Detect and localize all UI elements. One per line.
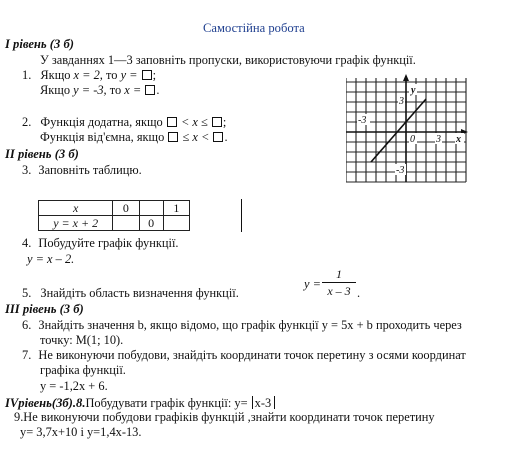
y-axis-arrow-icon [403, 74, 409, 81]
function-line [371, 99, 426, 162]
graph-label-3-top: 3 [399, 96, 404, 107]
absolute-value-bar-right [274, 396, 275, 409]
graph-label-minus-3-bottom: -3 [396, 165, 405, 176]
answer-box[interactable] [145, 85, 155, 95]
fraction-bar [322, 282, 356, 283]
question-6-line-1: 6. Знайдіть значення b, якщо відомо, що графік функції y = 5x + b проходить через [22, 318, 462, 332]
table-cell: 0 [139, 216, 163, 231]
page-title: Самостійна робота [203, 21, 305, 35]
graph-label-0: 0 [410, 134, 415, 145]
table-cell: 1 [163, 201, 189, 216]
question-7-line-1: 7. Не виконуючи побудови, знайдіть координати точок перетину з осями координат [22, 348, 466, 362]
answer-box[interactable] [212, 117, 222, 127]
graph-label-y: y [411, 85, 416, 96]
answer-box[interactable] [142, 70, 152, 80]
answer-box[interactable] [213, 132, 223, 142]
value-table [38, 200, 190, 231]
question-7-line-2: графіка функції. [40, 363, 126, 377]
question-5-dot: . [357, 286, 361, 300]
fraction-denominator: x – 3 [327, 284, 351, 298]
table-row [39, 216, 190, 231]
question-4: 4. Побудуйте графік функції. [22, 236, 179, 250]
question-1-line-2: Якщо y = -3, то x = . [40, 83, 160, 97]
question-2-line-1: 2. Функція додатна, якщо < x ≤ ; [22, 115, 227, 129]
table-cell[interactable] [163, 216, 189, 231]
absolute-value-bar-left [252, 396, 253, 409]
question-7-formula: y = -1,2x + 6. [40, 379, 108, 393]
level-2-heading: II рівень (3 б) [5, 147, 79, 161]
table-cell: 0 [113, 201, 139, 216]
question-2-line-2: Функція від'ємна, якщо ≤ x < . [40, 130, 228, 144]
graph-label-3-right: 3 [436, 134, 441, 145]
question-9-line-1: 9.Не виконуючи побудови графіків функцій ,знайти координати точок перетину [14, 410, 435, 424]
question-4-formula: y = x – 2. [27, 252, 75, 266]
table-row [39, 201, 190, 216]
question-5-fraction [322, 268, 356, 297]
table-header-x: x [39, 201, 113, 216]
question-3: 3. Заповніть таблицю. [22, 163, 142, 177]
level-1-heading: I рівень (3 б) [5, 37, 74, 51]
question-5-lhs: y = [304, 277, 321, 291]
graph-label-minus-3-left: -3 [358, 115, 367, 126]
fraction-numerator: 1 [336, 267, 342, 281]
question-8: IVрівень(3б).8.Побудувати графік функції: y= x-3 [5, 396, 275, 410]
level-4-heading: IVрівень(3б).8. [5, 396, 86, 410]
question-9-line-2: y= 3,7x+10 і y=1,4x-13. [20, 425, 142, 439]
table-header-y: y = x + 2 [39, 216, 113, 231]
level-3-heading: III рівень (3 б) [5, 302, 84, 316]
table-cell[interactable] [113, 216, 139, 231]
answer-box[interactable] [167, 117, 177, 127]
answer-box[interactable] [168, 132, 178, 142]
graph-label-x: x [456, 134, 461, 145]
question-5: 5. Знайдіть область визначення функції. [22, 286, 239, 300]
level-1-intro: У завданнях 1—3 заповніть пропуски, використовуючи графік функції. [40, 53, 416, 67]
table-cell[interactable] [139, 201, 163, 216]
question-1-line-1: 1. Якщо x = 2, то y = ; [22, 68, 157, 82]
function-graph [346, 74, 470, 186]
question-6-line-2: точку: M(1; 10). [40, 333, 124, 347]
vertical-divider [241, 199, 242, 232]
